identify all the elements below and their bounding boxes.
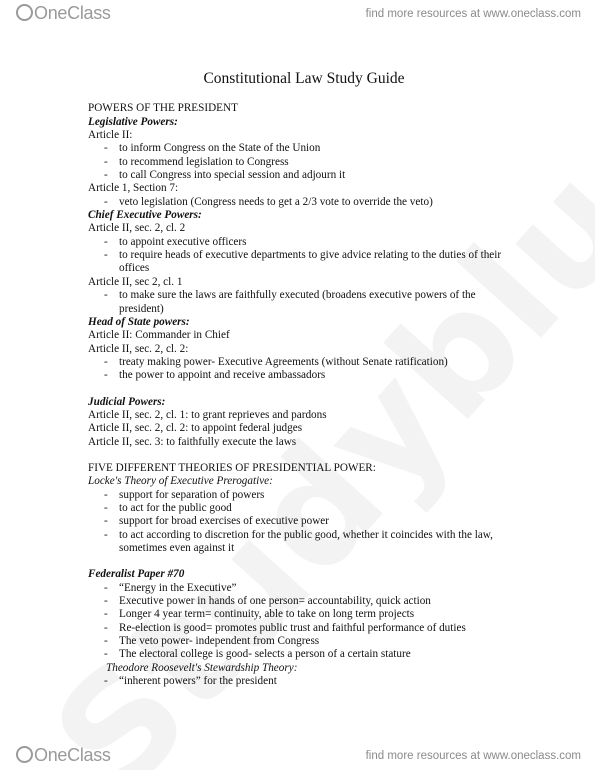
list-item: - support for broad exercises of executive power [88,515,508,528]
logo-ring-icon [16,746,33,763]
logo-text: OneClass [34,745,111,765]
article-line: Article II, sec. 2, cl. 2 [88,222,186,235]
bullet-list [88,675,508,688]
bullet-list [88,289,508,316]
bullet-list [88,142,508,182]
list-item: - to recommend legislation to Congress [88,156,508,169]
logo-text: OneClass [34,3,111,23]
subheading-judicial: Judicial Powers: [88,395,166,408]
list-item: - the power to appoint and receive ambassadors [88,369,508,382]
spacer [88,449,508,462]
resources-link-footer[interactable]: find more resources at www.oneclass.com [365,750,581,762]
article-line: Article II, sec. 2, cl. 2: to appoint federal judges [88,422,303,435]
list-item: - treaty making power- Executive Agreements (without Senate ratification) [88,356,508,369]
list-item: - to appoint executive officers [88,236,508,249]
theory-heading-federalist: Federalist Paper #70 [88,568,185,581]
subheading-chief-executive: Chief Executive Powers: [88,209,202,222]
list-item: - Longer 4 year term= continuity, able to take on long term projects [88,608,508,621]
list-item: - to inform Congress on the State of the Union [88,142,508,155]
section-heading-theories: FIVE DIFFERENT THEORIES OF PRESIDENTIAL POWER: [88,461,376,474]
list-item: - Re-election is good= promotes public trust and faithful performance of duties [88,622,508,635]
theory-heading-roosevelt: Theodore Roosevelt's Stewardship Theory: [106,661,298,674]
bullet-list [88,489,508,556]
bullet-list [88,196,508,209]
article-line: Article II: [88,129,133,142]
bullet-list [88,236,508,276]
list-item: - Executive power in hands of one person= accountability, quick action [88,595,508,608]
logo-ring-icon [16,4,33,21]
list-item: - to call Congress into special session and adjourn it [88,169,508,182]
article-line: Article II, sec. 2, cl. 2: [88,342,189,355]
page-title: Constitutional Law Study Guide [203,70,405,87]
bullet-list [88,582,508,662]
list-item: - to require heads of executive departments to give advice relating to the duties of their offices [88,249,508,276]
list-item: - “inherent powers” for the president [88,675,508,688]
list-item: - veto legislation (Congress needs to get a 2/3 vote to override the veto) [88,196,508,209]
article-line: Article II, sec 2, cl. 1 [88,275,183,288]
list-item: - support for separation of powers [88,489,508,502]
list-item: - “Energy in the Executive” [88,582,508,595]
theory-heading-locke: Locke's Theory of Executive Prerogative: [88,475,273,488]
article-line: Article II, sec. 3: to faithfully execute the laws [88,435,297,448]
oneclass-logo-footer[interactable] [16,745,111,766]
list-item: - The veto power- independent from Congress [88,635,508,648]
spacer [88,383,508,396]
subheading-head-of-state: Head of State powers: [88,315,190,328]
footer-bar [0,742,595,770]
oneclass-logo[interactable] [16,3,111,24]
list-item: - to act for the public good [88,502,508,515]
list-item: - to act according to discretion for the public good, whether it coincides with the law, sometimes even against it [88,529,508,556]
resources-link[interactable]: find more resources at www.oneclass.com [365,8,581,20]
list-item: - The electoral college is good- selects a person of a certain stature [88,648,508,661]
header-bar [0,0,595,28]
article-line: Article 1, Section 7: [88,182,179,195]
document-body [88,72,508,688]
article-line: Article II: Commander in Chief [88,329,230,342]
section-heading-powers: POWERS OF THE PRESIDENT [88,102,238,115]
spacer [88,555,508,568]
list-item: - to make sure the laws are faithfully executed (broadens executive powers of the president) [88,289,508,316]
subheading-legislative: Legislative Powers: [88,115,178,128]
bullet-list [88,356,508,383]
article-line: Article II, sec. 2, cl. 1: to grant reprieves and pardons [88,408,327,421]
